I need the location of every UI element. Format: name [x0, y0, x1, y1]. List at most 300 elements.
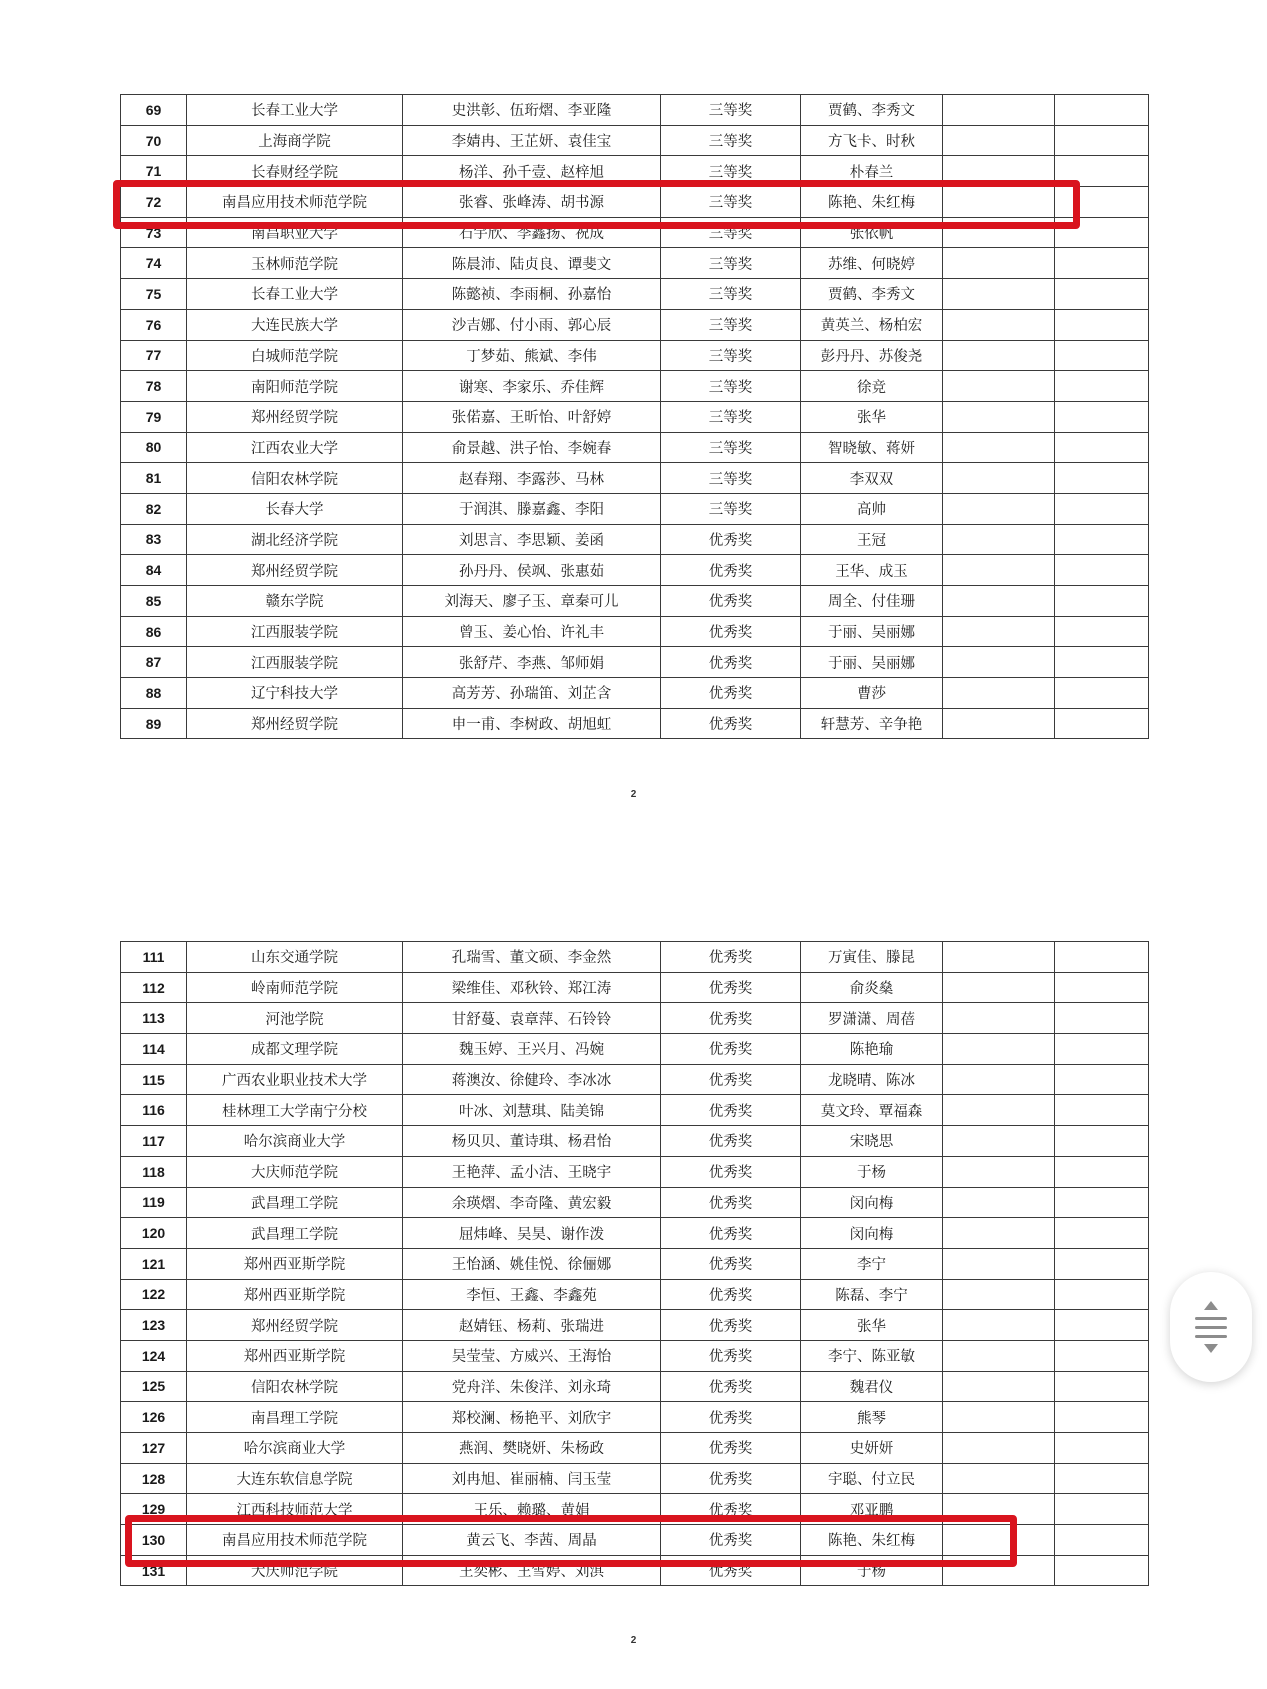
- award-cell: 优秀奖: [661, 524, 801, 555]
- advisor-cell: 于丽、吴丽娜: [801, 647, 943, 678]
- award-cell: 优秀奖: [661, 586, 801, 617]
- school-cell: 南昌应用技术师范学院: [187, 187, 403, 218]
- award-cell: 三等奖: [661, 432, 801, 463]
- empty-cell: [943, 1156, 1055, 1187]
- advisor-cell: 万寅佳、滕昆: [801, 942, 943, 973]
- school-cell: 长春财经学院: [187, 156, 403, 187]
- empty-cell: [1055, 708, 1149, 739]
- row-number: 72: [121, 187, 187, 218]
- award-cell: 三等奖: [661, 187, 801, 218]
- members-cell: 高芳芳、孙瑞笛、刘芷含: [403, 678, 661, 709]
- empty-cell: [1055, 1402, 1149, 1433]
- row-number: 76: [121, 309, 187, 340]
- school-cell: 哈尔滨商业大学: [187, 1433, 403, 1464]
- advisor-cell: 贾鹤、李秀文: [801, 279, 943, 310]
- advisor-cell: 李宁: [801, 1248, 943, 1279]
- empty-cell: [943, 401, 1055, 432]
- empty-cell: [943, 678, 1055, 709]
- empty-cell: [1055, 95, 1149, 126]
- advisor-cell: 王冠: [801, 524, 943, 555]
- advisor-cell: 智晓敏、蒋妍: [801, 432, 943, 463]
- empty-cell: [943, 309, 1055, 340]
- members-cell: 魏玉婷、王兴月、冯婉: [403, 1034, 661, 1065]
- empty-cell: [943, 524, 1055, 555]
- table-row: [121, 1064, 1149, 1095]
- members-cell: 屈炜峰、吴昊、谢作泼: [403, 1218, 661, 1249]
- table-row: [121, 463, 1149, 494]
- row-number: 127: [121, 1433, 187, 1464]
- school-cell: 长春大学: [187, 493, 403, 524]
- award-cell: 三等奖: [661, 217, 801, 248]
- members-cell: 吴莹莹、方威兴、王海怡: [403, 1340, 661, 1371]
- award-cell: 优秀奖: [661, 1555, 801, 1586]
- row-number: 130: [121, 1525, 187, 1556]
- row-number: 88: [121, 678, 187, 709]
- table-row: [121, 1126, 1149, 1157]
- table-row: [121, 248, 1149, 279]
- page-2: [120, 941, 1148, 1586]
- advisor-cell: 陈艳瑜: [801, 1034, 943, 1065]
- empty-cell: [943, 432, 1055, 463]
- school-cell: 信阳农林学院: [187, 463, 403, 494]
- award-cell: 优秀奖: [661, 1340, 801, 1371]
- members-cell: 于润淇、滕嘉鑫、李阳: [403, 493, 661, 524]
- empty-cell: [943, 1279, 1055, 1310]
- school-cell: 郑州经贸学院: [187, 1310, 403, 1341]
- empty-cell: [943, 463, 1055, 494]
- empty-cell: [943, 340, 1055, 371]
- empty-cell: [1055, 1494, 1149, 1525]
- school-cell: 河池学院: [187, 1003, 403, 1034]
- award-cell: 优秀奖: [661, 1310, 801, 1341]
- advisor-cell: 张依帆: [801, 217, 943, 248]
- table-row: [121, 95, 1149, 126]
- award-cell: 优秀奖: [661, 1003, 801, 1034]
- school-cell: 郑州西亚斯学院: [187, 1340, 403, 1371]
- table-row: [121, 493, 1149, 524]
- empty-cell: [1055, 432, 1149, 463]
- members-cell: 杨洋、孙千壹、赵梓旭: [403, 156, 661, 187]
- advisor-cell: 曹莎: [801, 678, 943, 709]
- award-cell: 优秀奖: [661, 678, 801, 709]
- school-cell: 桂林理工大学南宁分校: [187, 1095, 403, 1126]
- row-number: 81: [121, 463, 187, 494]
- advisor-cell: 邓亚鹏: [801, 1494, 943, 1525]
- award-cell: 优秀奖: [661, 942, 801, 973]
- school-cell: 郑州经贸学院: [187, 555, 403, 586]
- empty-cell: [943, 1187, 1055, 1218]
- school-cell: 南阳师范学院: [187, 371, 403, 402]
- award-cell: 三等奖: [661, 463, 801, 494]
- award-cell: 优秀奖: [661, 1279, 801, 1310]
- empty-cell: [943, 248, 1055, 279]
- empty-cell: [1055, 463, 1149, 494]
- table-row: [121, 942, 1149, 973]
- award-cell: 三等奖: [661, 95, 801, 126]
- advisor-cell: 闵向梅: [801, 1187, 943, 1218]
- scroll-button[interactable]: [1170, 1272, 1252, 1382]
- empty-cell: [1055, 493, 1149, 524]
- table-row: [121, 1371, 1149, 1402]
- empty-cell: [943, 942, 1055, 973]
- empty-cell: [943, 1371, 1055, 1402]
- school-cell: 白城师范学院: [187, 340, 403, 371]
- empty-cell: [943, 125, 1055, 156]
- members-cell: 丁梦茹、熊斌、李伟: [403, 340, 661, 371]
- empty-cell: [1055, 616, 1149, 647]
- award-cell: 优秀奖: [661, 555, 801, 586]
- table-row: [121, 1433, 1149, 1464]
- advisor-cell: 罗潇潇、周蓓: [801, 1003, 943, 1034]
- school-cell: 大庆师范学院: [187, 1156, 403, 1187]
- table-row: [121, 1402, 1149, 1433]
- empty-cell: [943, 1034, 1055, 1065]
- school-cell: 江西农业大学: [187, 432, 403, 463]
- row-number: 131: [121, 1555, 187, 1586]
- table-row: [121, 401, 1149, 432]
- row-number: 123: [121, 1310, 187, 1341]
- members-cell: 王奕彬、王雪婷、刘淇: [403, 1555, 661, 1586]
- award-cell: 优秀奖: [661, 1095, 801, 1126]
- advisor-cell: 张华: [801, 1310, 943, 1341]
- award-cell: 优秀奖: [661, 708, 801, 739]
- advisor-cell: 张华: [801, 401, 943, 432]
- empty-cell: [1055, 1525, 1149, 1556]
- members-cell: 孔瑞雪、董文硕、李金然: [403, 942, 661, 973]
- table-row: [121, 616, 1149, 647]
- award-cell: 优秀奖: [661, 1463, 801, 1494]
- award-cell: 三等奖: [661, 279, 801, 310]
- empty-cell: [1055, 1126, 1149, 1157]
- highlight-box-row-130: [125, 1515, 1017, 1567]
- award-cell: 优秀奖: [661, 1126, 801, 1157]
- award-cell: 优秀奖: [661, 1187, 801, 1218]
- advisor-cell: 轩慧芳、辛争艳: [801, 708, 943, 739]
- row-number: 87: [121, 647, 187, 678]
- members-cell: 赵婧钰、杨莉、张瑞进: [403, 1310, 661, 1341]
- award-cell: 三等奖: [661, 156, 801, 187]
- award-cell: 三等奖: [661, 125, 801, 156]
- school-cell: 大连民族大学: [187, 309, 403, 340]
- row-number: 69: [121, 95, 187, 126]
- table-body: [121, 942, 1149, 1586]
- members-cell: 李婧冉、王芷妍、袁佳宝: [403, 125, 661, 156]
- row-number: 112: [121, 972, 187, 1003]
- award-cell: 优秀奖: [661, 1402, 801, 1433]
- table-row: [121, 340, 1149, 371]
- school-cell: 武昌理工学院: [187, 1218, 403, 1249]
- empty-cell: [943, 1064, 1055, 1095]
- school-cell: 大连东软信息学院: [187, 1463, 403, 1494]
- empty-cell: [1055, 248, 1149, 279]
- empty-cell: [1055, 1340, 1149, 1371]
- advisor-cell: 于杨: [801, 1156, 943, 1187]
- row-number: 115: [121, 1064, 187, 1095]
- members-cell: 蒋澳汝、徐健玲、李冰冰: [403, 1064, 661, 1095]
- school-cell: 湖北经济学院: [187, 524, 403, 555]
- empty-cell: [1055, 125, 1149, 156]
- award-table-2: [120, 941, 1149, 1586]
- row-number: 125: [121, 1371, 187, 1402]
- advisor-cell: 闵向梅: [801, 1218, 943, 1249]
- advisor-cell: 宇聪、付立民: [801, 1463, 943, 1494]
- table-row: [121, 371, 1149, 402]
- award-cell: 三等奖: [661, 401, 801, 432]
- empty-cell: [1055, 647, 1149, 678]
- row-number: 116: [121, 1095, 187, 1126]
- advisor-cell: 陈艳、朱红梅: [801, 187, 943, 218]
- row-number: 82: [121, 493, 187, 524]
- award-cell: 优秀奖: [661, 1248, 801, 1279]
- table-row: [121, 1279, 1149, 1310]
- members-cell: 张偌嘉、王昕怡、叶舒婷: [403, 401, 661, 432]
- table-row: [121, 555, 1149, 586]
- empty-cell: [1055, 1371, 1149, 1402]
- empty-cell: [943, 647, 1055, 678]
- advisor-cell: 俞炎燊: [801, 972, 943, 1003]
- members-cell: 史洪彰、伍珩熠、李亚隆: [403, 95, 661, 126]
- members-cell: 郑校澜、杨艳平、刘欣宇: [403, 1402, 661, 1433]
- school-cell: 长春工业大学: [187, 279, 403, 310]
- row-number: 79: [121, 401, 187, 432]
- advisor-cell: 周全、付佳珊: [801, 586, 943, 617]
- row-number: 114: [121, 1034, 187, 1065]
- empty-cell: [943, 1218, 1055, 1249]
- award-cell: 三等奖: [661, 340, 801, 371]
- empty-cell: [943, 586, 1055, 617]
- empty-cell: [1055, 401, 1149, 432]
- empty-cell: [1055, 555, 1149, 586]
- advisor-cell: 于杨: [801, 1555, 943, 1586]
- advisor-cell: 熊琴: [801, 1402, 943, 1433]
- empty-cell: [943, 1463, 1055, 1494]
- table-row: [121, 1218, 1149, 1249]
- row-number: 84: [121, 555, 187, 586]
- empty-cell: [1055, 371, 1149, 402]
- members-cell: 叶冰、刘慧琪、陆美锦: [403, 1095, 661, 1126]
- advisor-cell: 徐竞: [801, 371, 943, 402]
- members-cell: 李恒、王鑫、李鑫苑: [403, 1279, 661, 1310]
- table-row: [121, 1156, 1149, 1187]
- advisor-cell: 李双双: [801, 463, 943, 494]
- school-cell: 郑州西亚斯学院: [187, 1279, 403, 1310]
- empty-cell: [1055, 1003, 1149, 1034]
- school-cell: 郑州经贸学院: [187, 401, 403, 432]
- table-row: [121, 524, 1149, 555]
- empty-cell: [1055, 524, 1149, 555]
- row-number: 117: [121, 1126, 187, 1157]
- award-cell: 优秀奖: [661, 1064, 801, 1095]
- empty-cell: [1055, 1279, 1149, 1310]
- members-cell: 燕润、樊晓妍、朱杨政: [403, 1433, 661, 1464]
- school-cell: 玉林师范学院: [187, 248, 403, 279]
- empty-cell: [943, 95, 1055, 126]
- school-cell: 郑州西亚斯学院: [187, 1248, 403, 1279]
- members-cell: 余瑛熠、李奇隆、黄宏毅: [403, 1187, 661, 1218]
- award-cell: 优秀奖: [661, 1034, 801, 1065]
- advisor-cell: 于丽、吴丽娜: [801, 616, 943, 647]
- empty-cell: [1055, 942, 1149, 973]
- members-cell: 张睿、张峰涛、胡书源: [403, 187, 661, 218]
- highlight-box-row-72: [113, 180, 1080, 229]
- row-number: 119: [121, 1187, 187, 1218]
- table-row: [121, 1034, 1149, 1065]
- advisor-cell: 高帅: [801, 493, 943, 524]
- advisor-cell: 莫文玲、覃福森: [801, 1095, 943, 1126]
- row-number: 129: [121, 1494, 187, 1525]
- members-cell: 张舒芹、李燕、邹师娟: [403, 647, 661, 678]
- members-cell: 陈晨沛、陆贞良、谭斐文: [403, 248, 661, 279]
- empty-cell: [1055, 1433, 1149, 1464]
- empty-cell: [1055, 1555, 1149, 1586]
- award-cell: 三等奖: [661, 309, 801, 340]
- empty-cell: [1055, 1187, 1149, 1218]
- empty-cell: [943, 371, 1055, 402]
- members-cell: 曾玉、姜心怡、许礼丰: [403, 616, 661, 647]
- empty-cell: [943, 555, 1055, 586]
- advisor-cell: 朴春兰: [801, 156, 943, 187]
- award-cell: 优秀奖: [661, 1494, 801, 1525]
- award-cell: 优秀奖: [661, 616, 801, 647]
- advisor-cell: 魏君仪: [801, 1371, 943, 1402]
- empty-cell: [1055, 678, 1149, 709]
- school-cell: 赣东学院: [187, 586, 403, 617]
- school-cell: 信阳农林学院: [187, 1371, 403, 1402]
- members-cell: 孙丹丹、侯飒、张惠茹: [403, 555, 661, 586]
- empty-cell: [943, 1310, 1055, 1341]
- empty-cell: [943, 279, 1055, 310]
- row-number: 86: [121, 616, 187, 647]
- members-cell: 黄云飞、李茜、周晶: [403, 1525, 661, 1556]
- award-cell: 优秀奖: [661, 972, 801, 1003]
- row-number: 73: [121, 217, 187, 248]
- table-row: [121, 309, 1149, 340]
- table-row: [121, 586, 1149, 617]
- award-cell: 优秀奖: [661, 1371, 801, 1402]
- page-number: 2: [630, 1635, 637, 1646]
- row-number: 124: [121, 1340, 187, 1371]
- members-cell: 俞景越、洪子怡、李婉春: [403, 432, 661, 463]
- award-cell: 三等奖: [661, 493, 801, 524]
- empty-cell: [1055, 1463, 1149, 1494]
- row-number: 85: [121, 586, 187, 617]
- members-cell: 党舟洋、朱俊洋、刘永琦: [403, 1371, 661, 1402]
- award-cell: 优秀奖: [661, 1433, 801, 1464]
- members-cell: 谢寒、李家乐、乔佳辉: [403, 371, 661, 402]
- scroll-handle-icon: [1170, 1272, 1252, 1382]
- row-number: 78: [121, 371, 187, 402]
- row-number: 111: [121, 942, 187, 973]
- empty-cell: [1055, 1156, 1149, 1187]
- school-cell: 武昌理工学院: [187, 1187, 403, 1218]
- row-number: 77: [121, 340, 187, 371]
- empty-cell: [1055, 586, 1149, 617]
- empty-cell: [1055, 1034, 1149, 1065]
- empty-cell: [1055, 1095, 1149, 1126]
- table-row: [121, 432, 1149, 463]
- table-row: [121, 1187, 1149, 1218]
- advisor-cell: 陈磊、李宁: [801, 1279, 943, 1310]
- school-cell: 山东交通学院: [187, 942, 403, 973]
- award-cell: 三等奖: [661, 371, 801, 402]
- empty-cell: [943, 1003, 1055, 1034]
- advisor-cell: 方飞卡、时秋: [801, 125, 943, 156]
- table-row: [121, 972, 1149, 1003]
- table-row: [121, 1003, 1149, 1034]
- advisor-cell: 王华、成玉: [801, 555, 943, 586]
- school-cell: 江西服装学院: [187, 616, 403, 647]
- advisor-cell: 贾鹤、李秀文: [801, 95, 943, 126]
- row-number: 70: [121, 125, 187, 156]
- school-cell: 岭南师范学院: [187, 972, 403, 1003]
- empty-cell: [943, 1248, 1055, 1279]
- award-cell: 优秀奖: [661, 1156, 801, 1187]
- empty-cell: [943, 1126, 1055, 1157]
- empty-cell: [1055, 1310, 1149, 1341]
- members-cell: 王怡涵、姚佳悦、徐俪娜: [403, 1248, 661, 1279]
- empty-cell: [943, 1340, 1055, 1371]
- row-number: 80: [121, 432, 187, 463]
- table-row: [121, 1463, 1149, 1494]
- school-cell: 长春工业大学: [187, 95, 403, 126]
- school-cell: 南昌职业大学: [187, 217, 403, 248]
- school-cell: 南昌理工学院: [187, 1402, 403, 1433]
- empty-cell: [943, 1433, 1055, 1464]
- members-cell: 杨贝贝、董诗琪、杨君怡: [403, 1126, 661, 1157]
- empty-cell: [1055, 972, 1149, 1003]
- table-row: [121, 1340, 1149, 1371]
- row-number: 118: [121, 1156, 187, 1187]
- advisor-cell: 彭丹丹、苏俊尧: [801, 340, 943, 371]
- members-cell: 沙吉娜、付小雨、郭心辰: [403, 309, 661, 340]
- school-cell: 上海商学院: [187, 125, 403, 156]
- row-number: 120: [121, 1218, 187, 1249]
- members-cell: 王艳萍、孟小洁、王晓宇: [403, 1156, 661, 1187]
- empty-cell: [943, 493, 1055, 524]
- advisor-cell: 黄英兰、杨柏宏: [801, 309, 943, 340]
- advisor-cell: 龙晓晴、陈冰: [801, 1064, 943, 1095]
- school-cell: 广西农业职业技术大学: [187, 1064, 403, 1095]
- row-number: 128: [121, 1463, 187, 1494]
- school-cell: 南昌应用技术师范学院: [187, 1525, 403, 1556]
- school-cell: 江西服装学院: [187, 647, 403, 678]
- table-row: [121, 647, 1149, 678]
- empty-cell: [1055, 1218, 1149, 1249]
- table-row: [121, 708, 1149, 739]
- members-cell: 王乐、赖璐、黄娟: [403, 1494, 661, 1525]
- school-cell: 郑州经贸学院: [187, 708, 403, 739]
- table-row: [121, 1310, 1149, 1341]
- empty-cell: [1055, 340, 1149, 371]
- members-cell: 梁维佳、邓秋铃、郑江涛: [403, 972, 661, 1003]
- row-number: 113: [121, 1003, 187, 1034]
- advisor-cell: 苏维、何晓婷: [801, 248, 943, 279]
- school-cell: 成都文理学院: [187, 1034, 403, 1065]
- members-cell: 刘冉旭、崔丽楠、闫玉莹: [403, 1463, 661, 1494]
- school-cell: 江西科技师范大学: [187, 1494, 403, 1525]
- empty-cell: [943, 1095, 1055, 1126]
- empty-cell: [1055, 1248, 1149, 1279]
- members-cell: 赵春翔、李露莎、马林: [403, 463, 661, 494]
- row-number: 74: [121, 248, 187, 279]
- row-number: 126: [121, 1402, 187, 1433]
- row-number: 71: [121, 156, 187, 187]
- award-cell: 优秀奖: [661, 1525, 801, 1556]
- members-cell: 申一甫、李树政、胡旭虹: [403, 708, 661, 739]
- members-cell: 陈懿祯、李雨桐、孙嘉怡: [403, 279, 661, 310]
- table-row: [121, 125, 1149, 156]
- empty-cell: [1055, 1064, 1149, 1095]
